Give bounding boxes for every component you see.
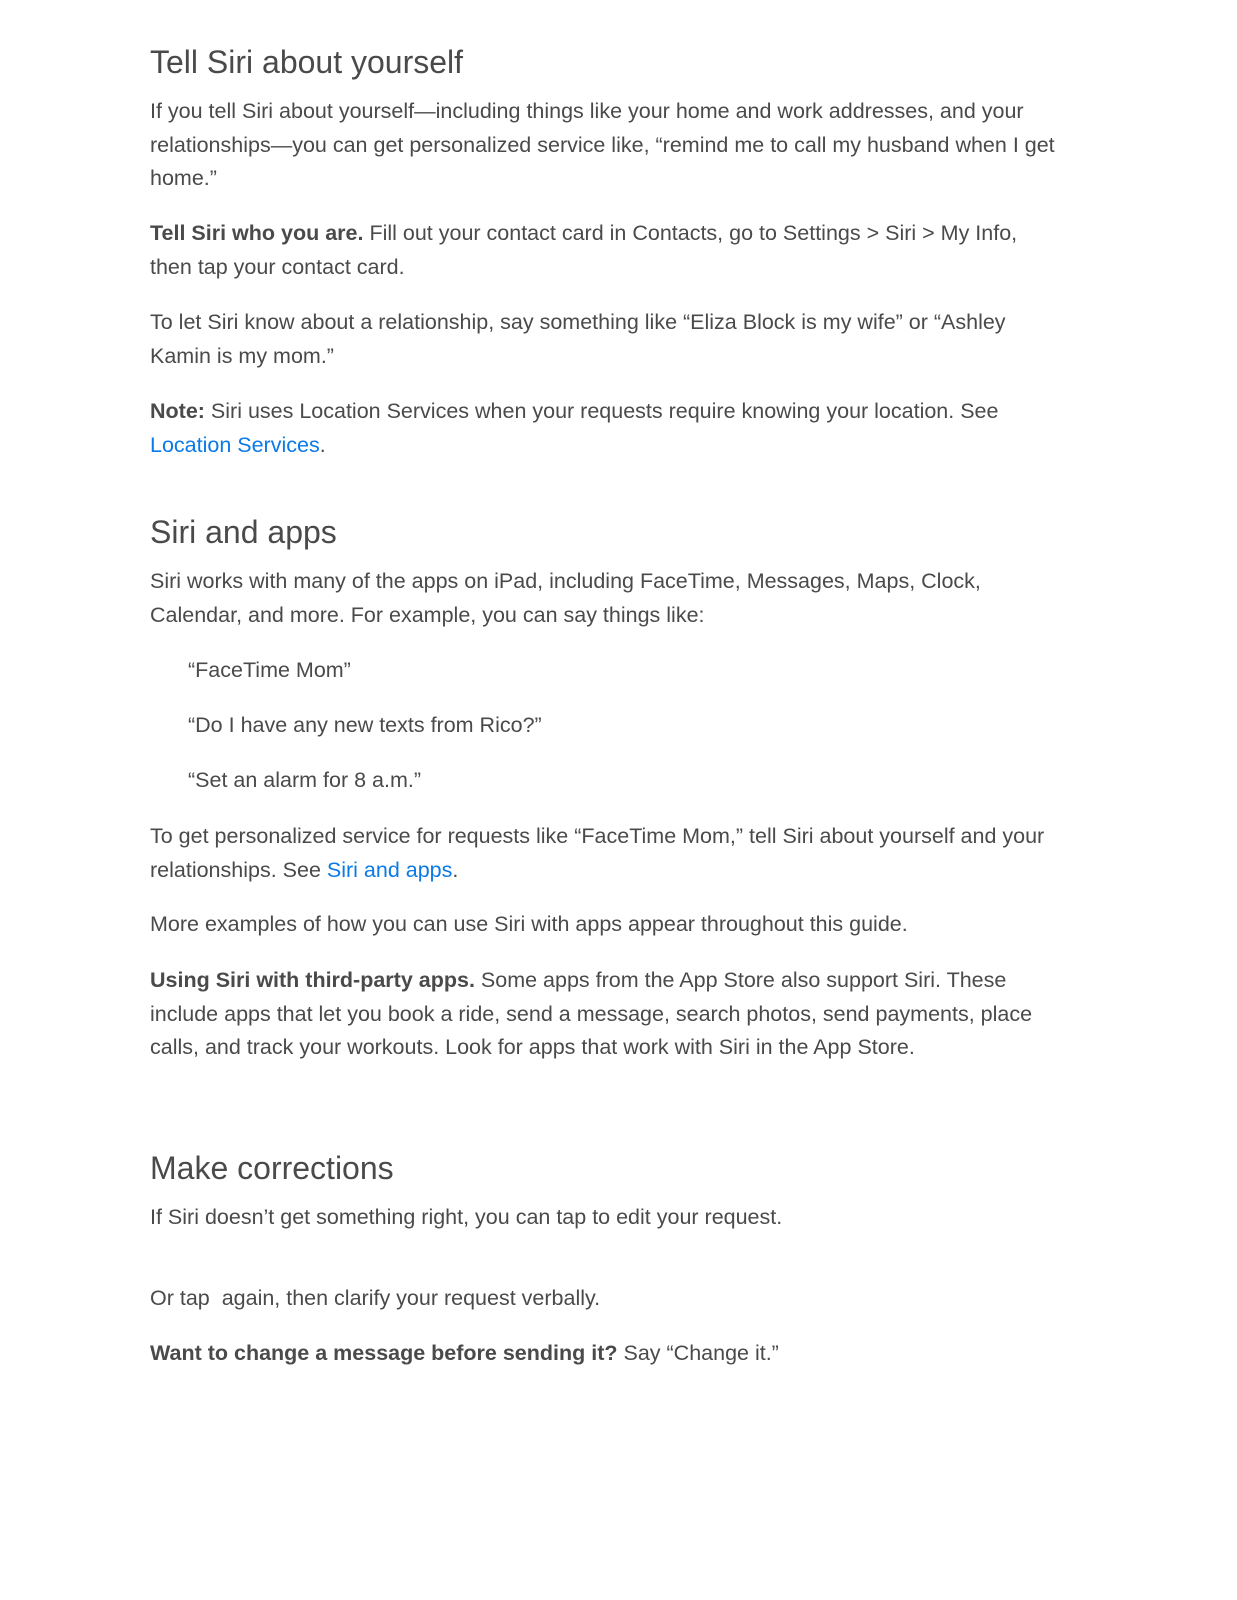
heading-tell-siri: Tell Siri about yourself <box>150 44 464 80</box>
example-item <box>150 709 542 743</box>
relationship-text: To let Siri know about a relationship, say something like “Eliza Block is my wife” or “Ashley Kamin is my mom.” <box>150 310 1006 368</box>
paragraph-edit-request <box>150 1201 1065 1235</box>
heading-siri-and-apps: Siri and apps <box>150 514 337 550</box>
example-item <box>150 764 421 798</box>
paragraph-change-message <box>150 1337 1065 1371</box>
example-texts: “Do I have any new texts from Rico?” <box>188 713 542 737</box>
change-text: Say “Change it.” <box>617 1341 779 1365</box>
example-item <box>150 654 351 688</box>
example-facetime: “FaceTime Mom” <box>188 658 351 682</box>
paragraph-third-party <box>150 964 1040 1065</box>
paragraph-more-examples <box>150 908 1065 942</box>
intro-text: If you tell Siri about yourself—including things like your home and work addresses, and your relationships—you can get personalized service like, “remind me to call my husband when I get home.” <box>150 99 1055 190</box>
personal-end: . <box>452 857 459 882</box>
who-bold-label: Tell Siri who you are. <box>150 221 364 245</box>
more-text: More examples of how you can use Siri with apps appear throughout this guide. <box>150 912 908 936</box>
paragraph-who-you-are <box>150 217 1040 284</box>
or-tap-text: Or tap again, then clarify your request verbally. <box>150 1286 601 1310</box>
who-text: Fill out your contact card in Contacts, go to Settings > Siri > My Info, then tap your contact card. <box>150 221 1018 279</box>
change-bold-label: Want to change a message before sending it? <box>150 1341 618 1365</box>
note-end: . <box>319 432 326 457</box>
paragraph-apps-intro <box>150 565 1050 632</box>
location-services-link[interactable]: Location Services <box>150 432 320 457</box>
edit-text: If Siri doesn’t get something right, you can tap to edit your request. <box>150 1205 783 1229</box>
paragraph-personalized <box>150 820 1065 887</box>
apps-intro-text: Siri works with many of the apps on iPad, including FaceTime, Messages, Maps, Clock, Calendar, and more. For example, you can say things like: <box>150 569 981 627</box>
paragraph-tell-siri-intro <box>150 95 1065 196</box>
paragraph-or-tap <box>150 1282 1065 1316</box>
personal-text: To get personalized service for requests like “FaceTime Mom,” tell Siri about yourself and your relationships. See <box>150 824 1045 882</box>
third-party-bold-label: Using Siri with third-party apps. <box>150 968 475 992</box>
siri-and-apps-link[interactable]: Siri and apps <box>326 857 453 882</box>
paragraph-relationship <box>150 306 1010 373</box>
example-alarm: “Set an alarm for 8 a.m.” <box>188 768 421 792</box>
note-bold-label: Note: <box>150 399 205 423</box>
note-text: Siri uses Location Services when your requests require knowing your location. See <box>204 399 999 423</box>
paragraph-note <box>150 395 1065 462</box>
heading-make-corrections: Make corrections <box>150 1150 394 1186</box>
third-party-text: Some apps from the App Store also support Siri. These include apps that let you book a ride, send a message, search photos, send payments, place calls, and track your workouts. Look for apps that work with Siri in the App Store. <box>150 968 1033 1059</box>
